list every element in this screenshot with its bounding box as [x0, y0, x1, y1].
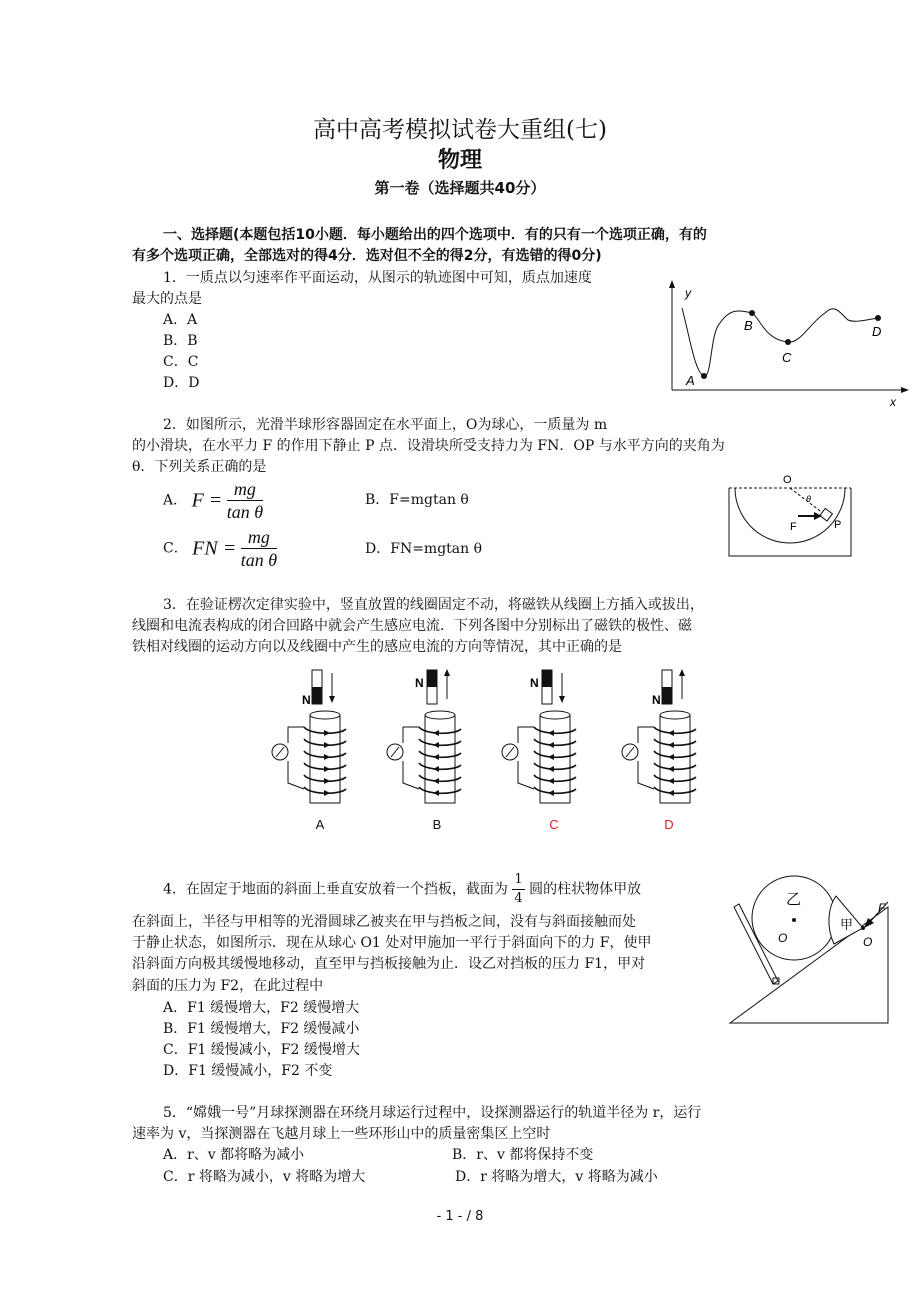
q4-stem-1a: 4．在固定于地面的斜面上垂直安放着一个挡板，截面为: [163, 881, 508, 898]
label-f: F: [878, 901, 886, 915]
coil-cylinder: [425, 715, 455, 803]
q4-stem-1: [163, 871, 641, 908]
q4-option-c: C．F1 缓慢减小，F2 缓慢增大: [163, 1042, 360, 1058]
formula-lhs: FN =: [192, 537, 237, 560]
magnet-pole: [312, 687, 322, 704]
point-c: [785, 339, 791, 345]
q5-stem-2: 速率为 v，当探测器在飞越月球上一些环形山中的质量密集区上空时: [132, 1126, 551, 1142]
q4-incline-figure: [728, 872, 908, 1028]
y-label: y: [685, 286, 691, 300]
label-b: B: [744, 318, 753, 333]
q1-trajectory-figure: [660, 278, 915, 408]
q4-stem-1b: 圆的柱状物体甲放: [529, 881, 642, 898]
cylinder-top: [540, 711, 570, 719]
coil-cylinder: [660, 715, 690, 803]
q3-stem-1: 3．在验证楞次定律实验中，竖直放置的线圈固定不动，将磁铁从线圈上方插入或拔出，: [163, 597, 704, 613]
q1-option-b: B．B: [163, 333, 198, 349]
q2-stem-2: 的小滑块，在水平力 F 的作用下静止 P 点．设滑块所受支持力为 FN．OP 与水平方向的夹角为: [132, 438, 725, 454]
label-c: C: [782, 350, 792, 365]
q1-stem-1: 1．一质点以匀速率作平面运动，从图示的轨迹图中可知，质点加速度: [163, 270, 592, 286]
q5-option-c: C．r 将略为减小，v 将略为增大: [163, 1169, 366, 1185]
pole-label: N: [652, 693, 661, 707]
figure-label-a: A: [315, 817, 325, 832]
q5-option-b: B．r、v 都将保持不变: [452, 1147, 594, 1163]
q2-stem-1: 2．如图所示，光滑半球形容器固定在水平面上，O为球心，一质量为 m: [163, 417, 608, 433]
denominator: tan θ: [226, 502, 264, 522]
q4-stem-4: 沿斜面方向极其缓慢地移动，直至甲与挡板接触为止．设乙对挡板的压力 F1，甲对: [132, 956, 646, 972]
circuit-wire: [638, 727, 654, 789]
numerator: mg: [227, 478, 263, 501]
q1-option-c: C．C: [163, 354, 199, 370]
magnet-pole: [542, 670, 552, 687]
q2-option-c: [163, 526, 277, 571]
circuit-wire: [518, 727, 534, 789]
y-arrow-icon: [669, 280, 675, 288]
q4-option-b: B．F1 缓慢增大，F2 缓慢减小: [163, 1021, 360, 1037]
pole-label: N: [302, 693, 311, 707]
q4-stem-2: 在斜面上，半径与甲相等的光滑圆球乙被夹在甲与挡板之间，没有与斜面接触而处: [132, 914, 636, 930]
jia-center: [861, 926, 865, 930]
volume-title: 第一卷（选择题共40分）: [374, 179, 546, 197]
coil-figure-d: [620, 665, 710, 810]
cylinder-top: [660, 711, 690, 719]
q4-stem-5: 斜面的压力为 F2，在此过程中: [132, 978, 324, 994]
q2-hemisphere-figure: [728, 472, 854, 560]
option-label: A．: [163, 492, 188, 509]
q4-option-d: D．F1 缓慢减小，F2 不变: [163, 1063, 333, 1079]
figure-label-b: B: [432, 817, 442, 832]
q1-option-d: D．D: [163, 375, 200, 391]
q2-option-d: D．FN=mgtan θ: [365, 541, 483, 557]
label-yi: 乙: [786, 891, 802, 908]
q5-option-d: D．r 将略为增大，v 将略为减小: [455, 1169, 658, 1185]
figure-label-c: C: [549, 817, 559, 832]
denominator: tan θ: [240, 550, 278, 570]
trajectory-curve: [682, 308, 878, 376]
q1-stem-2: 最大的点是: [132, 291, 202, 307]
ball-center: [792, 918, 796, 922]
arrow-up-icon: [444, 669, 450, 676]
q2-stem-3: θ．下列关系正确的是: [132, 459, 267, 475]
figure-label-d: D: [664, 817, 674, 832]
force-arrowhead-icon: [814, 512, 822, 520]
x-label: x: [890, 395, 896, 409]
q4-option-a: A．F1 缓慢增大，F2 缓慢增大: [163, 1000, 360, 1016]
coil-cylinder: [540, 715, 570, 803]
q3-stem-3: 铁相对线圈的运动方向以及线圈中产生的感应电流的方向等情况，其中正确的是: [132, 639, 622, 655]
numerator: mg: [241, 526, 277, 549]
x-arrow-icon: [901, 387, 909, 393]
formula-fraction: [227, 478, 263, 523]
pole-label: N: [530, 676, 539, 690]
numerator: 1: [512, 871, 524, 890]
page-number: - 1 - / 8: [436, 1209, 484, 1224]
label-o: O: [783, 474, 792, 486]
q5-stem-1: 5．“嫦娥一号”月球探测器在环绕月球运行过程中，设探测器运行的轨道半径为 r，运行: [163, 1105, 702, 1121]
cylinder-top: [310, 711, 340, 719]
coil-figure-b: [385, 665, 475, 810]
label-f: F: [790, 521, 797, 533]
coil-figure-a: [270, 665, 360, 810]
point-b: [749, 310, 755, 316]
q4-stem-3: 于静止状态，如图所示．现在从球心 O1 处对甲施加一平行于斜面向下的力 F，使甲: [132, 935, 652, 951]
arrow-up-icon: [679, 669, 685, 676]
page-title: 高中高考模拟试卷大重组(七): [313, 117, 607, 143]
label-p: P: [834, 519, 842, 531]
label-o2: O: [863, 935, 873, 949]
arrow-down-icon: [329, 696, 335, 703]
section-instructions-1: 一、选择题(本题包括10小题．每小题给出的四个选项中．有的只有一个选项正确，有的: [163, 227, 707, 243]
label-a: A: [686, 373, 695, 388]
slider-block: [820, 508, 833, 521]
point-d: [875, 315, 881, 321]
label-o1: O: [778, 931, 788, 945]
q1-option-a: A．A: [163, 312, 198, 328]
section-instructions-2: 有多个选项正确，全部选对的得4分．选对但不全的得2分，有选错的得0分): [132, 248, 602, 264]
formula-fraction: [241, 526, 277, 571]
label-jia: 甲: [840, 917, 854, 932]
q2-option-a: [163, 478, 263, 523]
q2-option-b: B．F=mgtan θ: [365, 492, 469, 508]
label-d: D: [872, 324, 882, 339]
quarter-fraction: [512, 871, 524, 908]
option-label: C．: [163, 540, 188, 557]
q5-option-a: A．r、v 都将略为减小: [163, 1147, 305, 1163]
label-theta: θ: [806, 494, 811, 504]
denominator: 4: [514, 891, 523, 906]
coil-figure-c: [500, 665, 590, 810]
circuit-wire: [403, 727, 419, 789]
arrow-down-icon: [559, 696, 565, 703]
pole-label: N: [415, 676, 424, 690]
magnet-pole: [427, 670, 437, 687]
magnet-pole: [662, 687, 672, 704]
point-a: [701, 373, 707, 379]
circuit-wire: [288, 727, 304, 789]
cylinder-top: [425, 711, 455, 719]
q3-stem-2: 线圈和电流表构成的闭合回路中就会产生感应电流．下列各图中分别标出了磁铁的极性、磁: [132, 618, 692, 634]
subject-title: 物理: [437, 147, 482, 173]
formula-lhs: F =: [191, 489, 223, 512]
q3-figure-labels: [0, 810, 920, 840]
